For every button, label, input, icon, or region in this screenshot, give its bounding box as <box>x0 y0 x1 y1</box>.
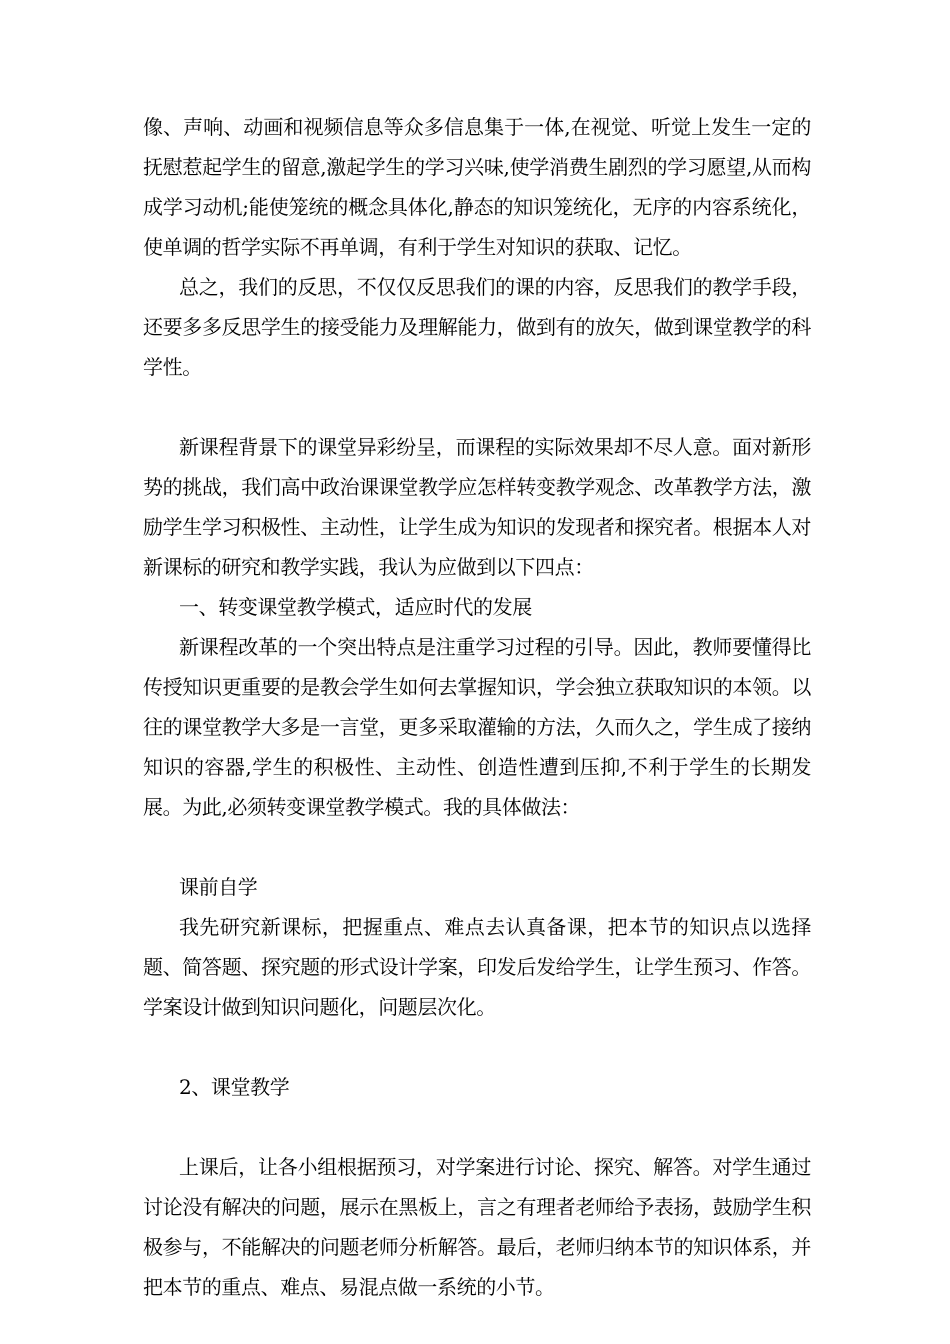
paragraph-new-curriculum: 新课程背景下的课堂异彩纷呈，而课程的实际效果却不尽人意。面对新形势的挑战，我们高中政治课课堂教学应怎样转变教学观念、改革教学方法，激励学生学习积极性、主动性，让学生成为知识的发现者和探究者。根据本人对新课标的研究和教学实践，我认为应做到以下四点： <box>143 435 811 579</box>
subheading-preclass-self-study: 课前自学 <box>179 875 258 899</box>
subheading-classroom-teaching: 2、课堂教学 <box>179 1075 290 1099</box>
blank-line <box>143 1107 811 1147</box>
paragraph-teaching-mode: 新课程改革的一个突出特点是注重学习过程的引导。因此，教师要懂得比传授知识更重要的是教会学生如何去掌握知识，学会独立获取知识的本领。以往的课堂教学大多是一言堂，更多采取灌输的方法，久而久之，学生成了接纳知识的容器,学生的积极性、主动性、创造性遭到压抑,不利于学生的长期发展。为此,必须转变课堂教学模式。我的具体做法： <box>143 635 811 819</box>
section-heading-1: 一、转变课堂教学模式，适应时代的发展 <box>179 595 532 619</box>
paragraph-in-class: 上课后，让各小组根据预习，对学案进行讨论、探究、解答。对学生通过讨论没有解决的问题，展示在黑板上，言之有理者老师给予表扬，鼓励学生积极参与，不能解决的问题老师分析解答。最后，老师归纳本节的知识体系，并把本节的重点、难点、易混点做一系统的小节。 <box>143 1155 811 1299</box>
blank-line <box>143 387 811 427</box>
paragraph-preclass: 我先研究新课标，把握重点、难点去认真备课，把本节的知识点以选择题、简答题、探究题的形式设计学案，印发后发给学生，让学生预习、作答。学案设计做到知识问题化，问题层次化。 <box>143 915 811 1019</box>
blank-line <box>143 827 811 867</box>
document-body <box>143 107 811 1307</box>
paragraph-summary: 总之，我们的反思，不仅仅反思我们的课的内容，反思我们的教学手段，还要多多反思学生的接受能力及理解能力，做到有的放矢，做到课堂教学的科学性。 <box>143 275 811 379</box>
paragraph-multimedia: 像、声响、动画和视频信息等众多信息集于一体,在视觉、听觉上发生一定的抚慰惹起学生的留意,激起学生的学习兴味,使学消费生剧烈的学习愿望,从而构成学习动机;能使笼统的概念具体化,静态的知识笼统化，无序的内容系统化，使单调的哲学实际不再单调，有利于学生对知识的获取、记忆。 <box>143 115 811 259</box>
blank-line <box>143 1027 811 1067</box>
